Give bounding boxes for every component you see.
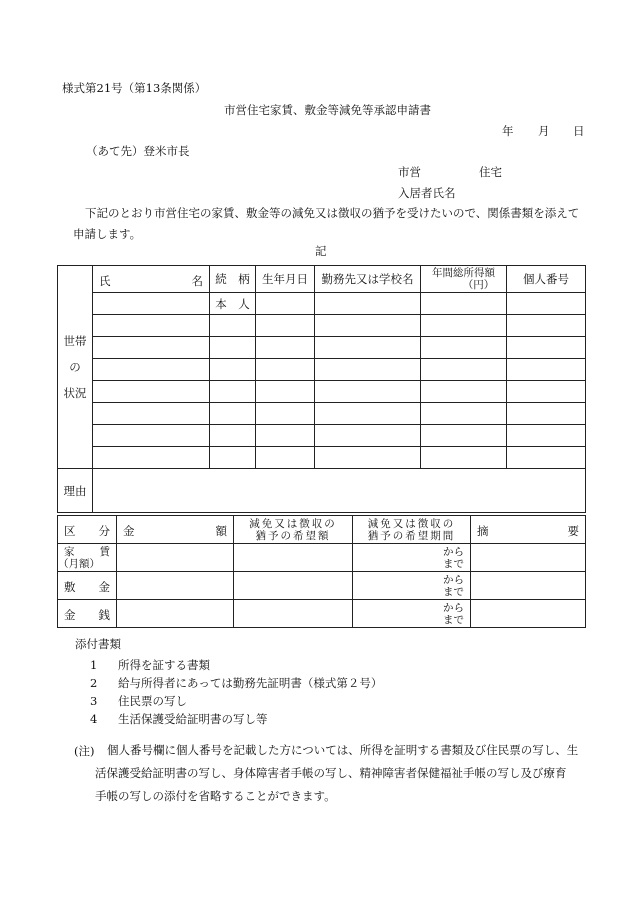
member-name-cell[interactable] bbox=[93, 315, 210, 337]
attachments-heading: 添付書類 bbox=[75, 637, 121, 651]
member-work-cell[interactable] bbox=[315, 293, 421, 315]
note-text: 個人番号欄に個人番号を記載した方については、所得を証明する書類及び住民票の写し、生 活保護受給証明書の写し、身体障害者手帳の写し、精神障害者保健福祉手帳の写し及び療育 手帳の写しの添付を省略することができます。 bbox=[95, 743, 579, 803]
member-relation-cell[interactable] bbox=[210, 403, 256, 425]
member-relation-cell[interactable] bbox=[210, 447, 256, 469]
member-work-cell[interactable] bbox=[315, 425, 421, 447]
resident-name-label: 入居者氏名 bbox=[398, 186, 456, 200]
household-row bbox=[58, 293, 586, 315]
header-annual-income: 年間総所得額 （円） bbox=[421, 266, 507, 293]
rent-period-field[interactable]: から まで bbox=[353, 544, 471, 572]
member-birth-cell[interactable] bbox=[256, 359, 315, 381]
household-section-label: 世帯 の 状況 bbox=[58, 266, 93, 469]
form-number: 様式第21号（第13条関係） bbox=[62, 81, 207, 95]
member-relation-cell[interactable] bbox=[210, 337, 256, 359]
attachment-item: 3 住民票の写し bbox=[90, 694, 187, 708]
header-relation: 続 柄 bbox=[210, 266, 256, 293]
member-income-cell[interactable] bbox=[421, 315, 507, 337]
header-name: 氏 名 bbox=[93, 266, 210, 293]
deposit-desired-amount-field[interactable] bbox=[234, 572, 353, 600]
rent-summary-field[interactable] bbox=[471, 544, 586, 572]
header-desired-amount: 減免又は徴収の 猶予の希望額 bbox=[234, 516, 353, 544]
member-work-cell[interactable] bbox=[315, 381, 421, 403]
attachment-item: 2 給与所得者にあっては勤務先証明書（様式第２号） bbox=[90, 676, 383, 690]
member-name-cell[interactable] bbox=[93, 403, 210, 425]
member-number-cell[interactable] bbox=[507, 447, 586, 469]
member-income-cell[interactable] bbox=[421, 359, 507, 381]
member-relation-self: 本 人 bbox=[210, 293, 256, 315]
header-desired-period: 減免又は徴収の 猶予の希望期間 bbox=[353, 516, 471, 544]
household-table bbox=[57, 265, 586, 513]
header-amount: 金 額 bbox=[117, 516, 234, 544]
member-income-cell[interactable] bbox=[421, 337, 507, 359]
member-income-cell[interactable] bbox=[421, 403, 507, 425]
rent-desired-amount-field[interactable] bbox=[234, 544, 353, 572]
deposit-label: 敷 金 bbox=[58, 572, 117, 600]
money-label: 金 銭 bbox=[58, 600, 117, 628]
header-summary: 摘 要 bbox=[471, 516, 586, 544]
reduction-row-rent bbox=[58, 544, 586, 572]
member-work-cell[interactable] bbox=[315, 403, 421, 425]
date-day: 日 bbox=[573, 124, 585, 138]
member-name-cell[interactable] bbox=[93, 293, 210, 315]
member-number-cell[interactable] bbox=[507, 293, 586, 315]
reduction-row-money bbox=[58, 600, 586, 628]
form-title: 市営住宅家賃、敷金等減免等承認申請書 bbox=[224, 103, 431, 117]
household-row bbox=[58, 337, 586, 359]
household-row bbox=[58, 425, 586, 447]
money-desired-amount-field[interactable] bbox=[234, 600, 353, 628]
money-summary-field[interactable] bbox=[471, 600, 586, 628]
member-number-cell[interactable] bbox=[507, 403, 586, 425]
household-row bbox=[58, 381, 586, 403]
member-birth-cell[interactable] bbox=[256, 447, 315, 469]
header-workplace: 勤務先又は学校名 bbox=[315, 266, 421, 293]
member-number-cell[interactable] bbox=[507, 359, 586, 381]
reduction-table bbox=[57, 515, 586, 628]
rent-label: 家 賃 （月額） bbox=[58, 544, 117, 572]
member-relation-cell[interactable] bbox=[210, 315, 256, 337]
reason-row bbox=[58, 469, 586, 513]
reduction-row-deposit bbox=[58, 572, 586, 600]
deposit-period-field[interactable]: から まで bbox=[353, 572, 471, 600]
member-birth-cell[interactable] bbox=[256, 381, 315, 403]
member-birth-cell[interactable] bbox=[256, 425, 315, 447]
member-birth-cell[interactable] bbox=[256, 337, 315, 359]
member-name-cell[interactable] bbox=[93, 425, 210, 447]
member-work-cell[interactable] bbox=[315, 359, 421, 381]
housing-prefix: 市営 bbox=[398, 165, 421, 179]
date-month: 月 bbox=[538, 124, 550, 138]
body-text-line-2: 申請します。 bbox=[73, 227, 142, 241]
attachment-item: 4 生活保護受給証明書の写し等 bbox=[90, 712, 268, 726]
household-row bbox=[58, 315, 586, 337]
member-name-cell[interactable] bbox=[93, 337, 210, 359]
reason-field[interactable] bbox=[93, 469, 586, 513]
member-birth-cell[interactable] bbox=[256, 403, 315, 425]
addressee: （あて先）登米市長 bbox=[86, 144, 190, 158]
member-income-cell[interactable] bbox=[421, 447, 507, 469]
member-number-cell[interactable] bbox=[507, 337, 586, 359]
member-name-cell[interactable] bbox=[93, 381, 210, 403]
header-category: 区 分 bbox=[58, 516, 117, 544]
header-my-number: 個人番号 bbox=[507, 266, 586, 293]
reason-label: 理由 bbox=[58, 469, 93, 513]
member-work-cell[interactable] bbox=[315, 447, 421, 469]
housing-suffix: 住宅 bbox=[479, 165, 502, 179]
header-birthdate: 生年月日 bbox=[256, 266, 315, 293]
member-birth-cell[interactable] bbox=[256, 315, 315, 337]
member-work-cell[interactable] bbox=[315, 315, 421, 337]
money-amount-field[interactable] bbox=[117, 600, 234, 628]
household-row bbox=[58, 403, 586, 425]
member-number-cell[interactable] bbox=[507, 381, 586, 403]
body-text-line-1: 下記のとおり市営住宅の家賃、敷金等の減免又は徴収の猶予を受けたいので、関係書類を添えて bbox=[85, 206, 580, 220]
household-row bbox=[58, 359, 586, 381]
member-name-cell[interactable] bbox=[93, 359, 210, 381]
date-year: 年 bbox=[502, 124, 514, 138]
member-income-cell[interactable] bbox=[421, 381, 507, 403]
member-relation-cell[interactable] bbox=[210, 381, 256, 403]
rent-amount-field[interactable] bbox=[117, 544, 234, 572]
money-period-field[interactable]: から まで bbox=[353, 600, 471, 628]
note-label: (注) bbox=[74, 744, 95, 758]
member-number-cell[interactable] bbox=[507, 315, 586, 337]
deposit-summary-field[interactable] bbox=[471, 572, 586, 600]
household-row bbox=[58, 447, 586, 469]
attachment-item: 1 所得を証する書類 bbox=[90, 658, 210, 672]
member-number-cell[interactable] bbox=[507, 425, 586, 447]
member-birth-cell[interactable] bbox=[256, 293, 315, 315]
member-name-cell[interactable] bbox=[93, 447, 210, 469]
ki-mark: 記 bbox=[315, 244, 327, 258]
member-relation-cell[interactable] bbox=[210, 425, 256, 447]
member-relation-cell[interactable] bbox=[210, 359, 256, 381]
member-income-cell[interactable] bbox=[421, 293, 507, 315]
deposit-amount-field[interactable] bbox=[117, 572, 234, 600]
member-work-cell[interactable] bbox=[315, 337, 421, 359]
member-income-cell[interactable] bbox=[421, 425, 507, 447]
